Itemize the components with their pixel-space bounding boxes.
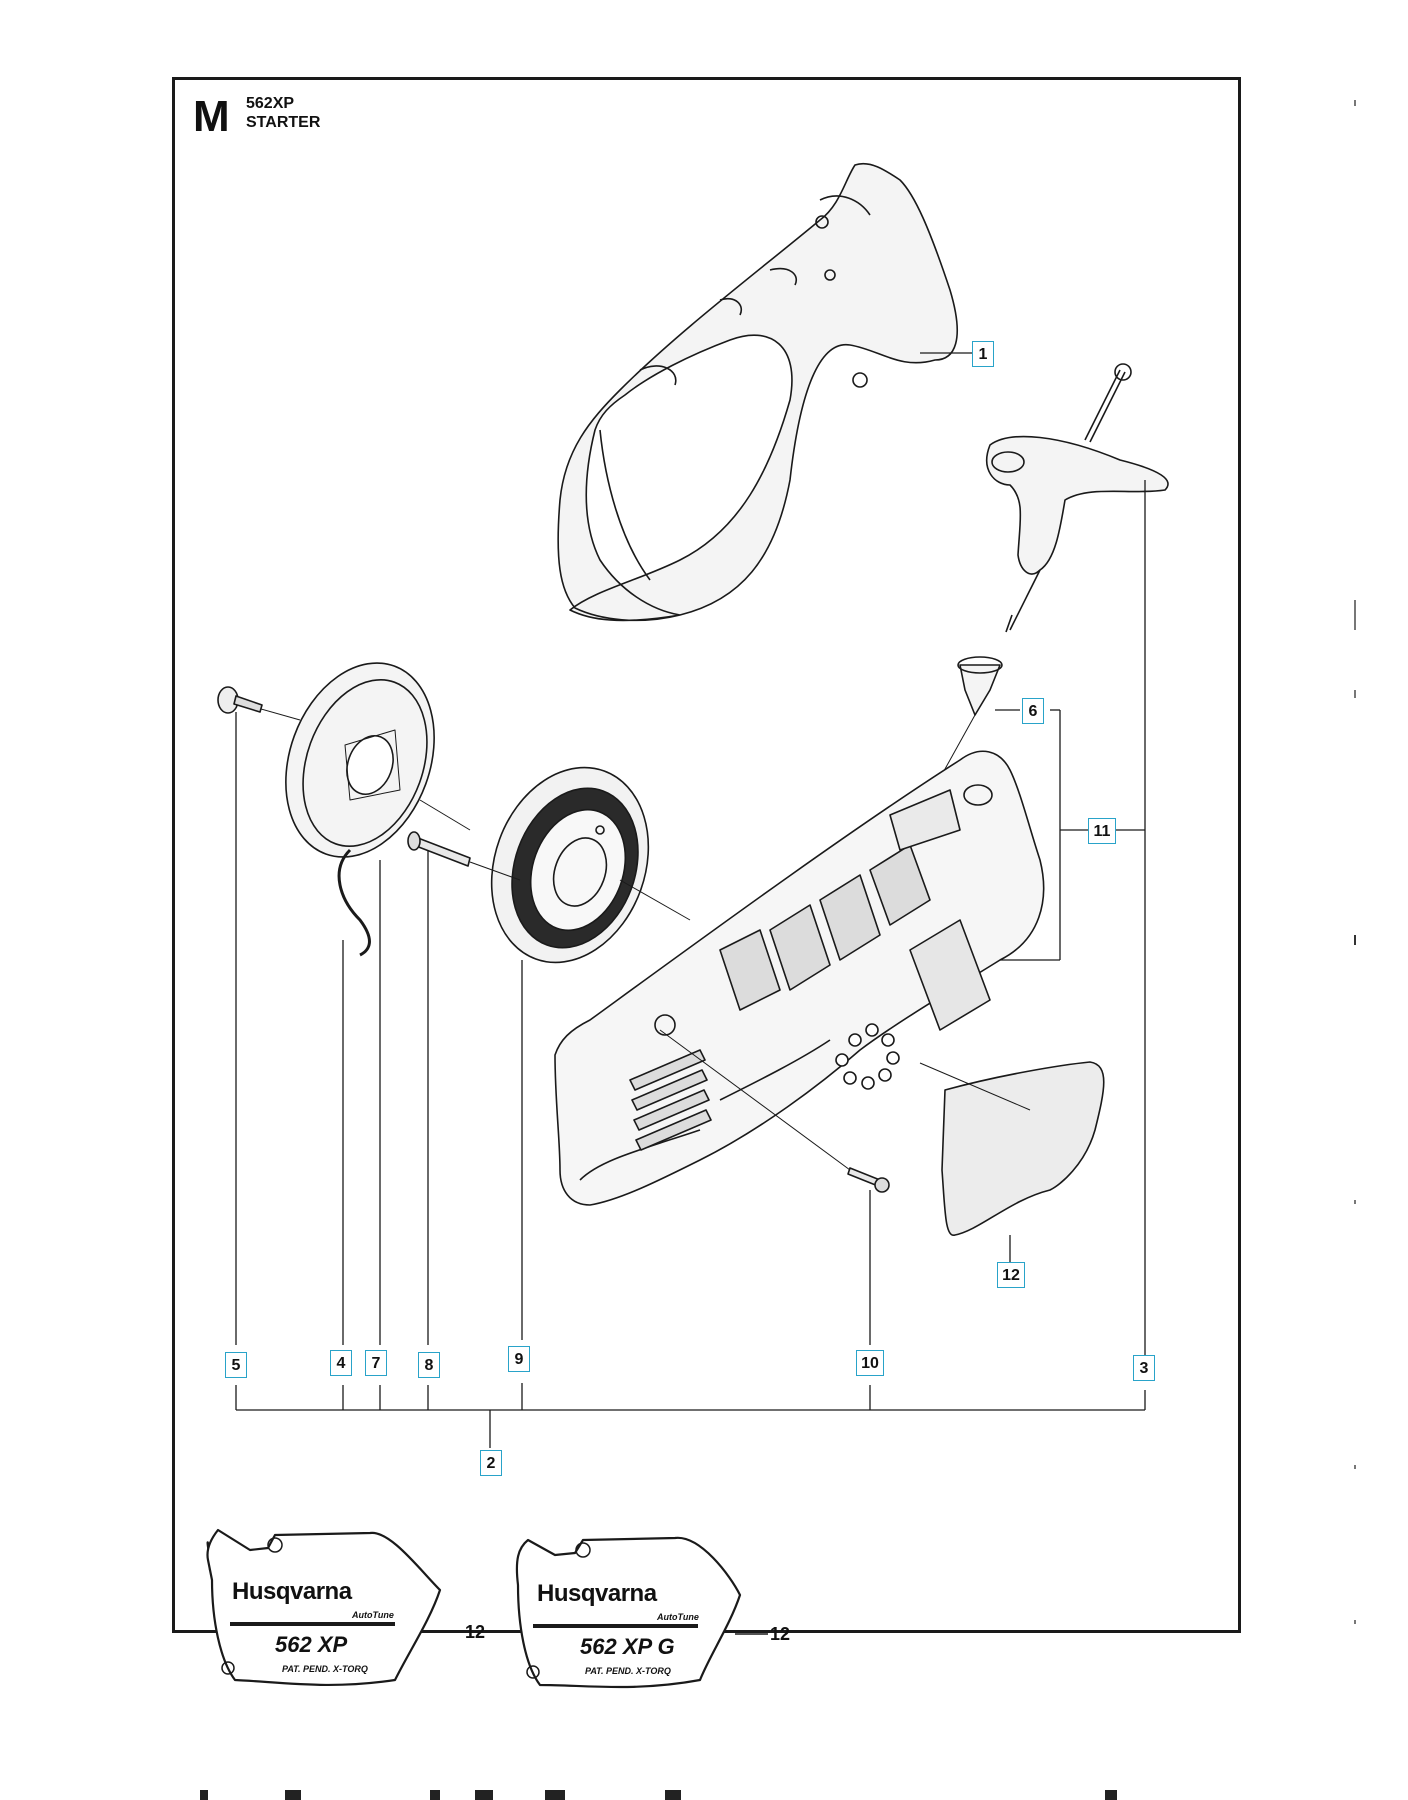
margin-mark: [1354, 1465, 1356, 1469]
callout-1[interactable]: 1: [972, 341, 994, 367]
decal-left-model: 562 XP: [275, 1632, 348, 1657]
callout-10[interactable]: 10: [856, 1350, 884, 1376]
margin-mark: [1354, 100, 1356, 106]
footer-mark: [200, 1790, 208, 1800]
margin-mark: [1354, 935, 1356, 945]
part-7-pawl-plate: [240, 642, 470, 878]
callout-12[interactable]: 12: [997, 1262, 1025, 1288]
margin-mark: [1354, 690, 1356, 698]
callout-6[interactable]: 6: [1022, 698, 1044, 724]
decal-right-ref: 12: [770, 1624, 791, 1644]
part-3-handle: [987, 364, 1168, 632]
callout-5[interactable]: 5: [225, 1352, 247, 1378]
footer-mark: [475, 1790, 493, 1800]
decal-left-shape: [207, 1530, 440, 1685]
callout-3[interactable]: 3: [1133, 1355, 1155, 1381]
margin-mark: [1354, 600, 1356, 630]
part-1-cover: [558, 164, 957, 621]
footer-mark: [665, 1790, 681, 1800]
model-name: 562XP: [246, 95, 295, 112]
part-4-spring: [339, 850, 369, 955]
footer-mark: [545, 1790, 565, 1800]
footer-mark: [430, 1790, 440, 1800]
decal-left-brand: Husqvarna: [232, 1578, 352, 1605]
part-6-bushing: [958, 657, 1002, 715]
decal-right-model: 562 XP G: [580, 1634, 675, 1659]
decal-right-brand: Husqvarna: [537, 1580, 657, 1607]
callout-7[interactable]: 7: [365, 1350, 387, 1376]
callout-4[interactable]: 4: [330, 1350, 352, 1376]
callout-11[interactable]: 11: [1088, 818, 1116, 844]
part-5-screw: [218, 687, 262, 713]
decal-right-tune: AutoTune: [657, 1612, 699, 1622]
decal-right-foot: PAT. PEND. X-TORQ: [585, 1666, 671, 1676]
callout-9[interactable]: 9: [508, 1346, 530, 1372]
margin-mark: [1354, 1200, 1356, 1204]
decal-left-foot: PAT. PEND. X-TORQ: [282, 1664, 368, 1674]
diagram-title: STARTER: [246, 114, 321, 131]
footer-mark: [1105, 1790, 1117, 1800]
decal-left-ref: 12: [465, 1622, 486, 1642]
decal-left-tune: AutoTune: [352, 1610, 394, 1620]
decal-right-shape: [517, 1538, 740, 1687]
callout-2[interactable]: 2: [480, 1450, 502, 1476]
footer-mark: [285, 1790, 301, 1800]
part-9-pulley: [465, 745, 674, 984]
margin-mark: [1354, 1620, 1356, 1624]
callout-8[interactable]: 8: [418, 1352, 440, 1378]
part-12-decal: [920, 1062, 1104, 1235]
section-letter: M: [193, 92, 230, 141]
